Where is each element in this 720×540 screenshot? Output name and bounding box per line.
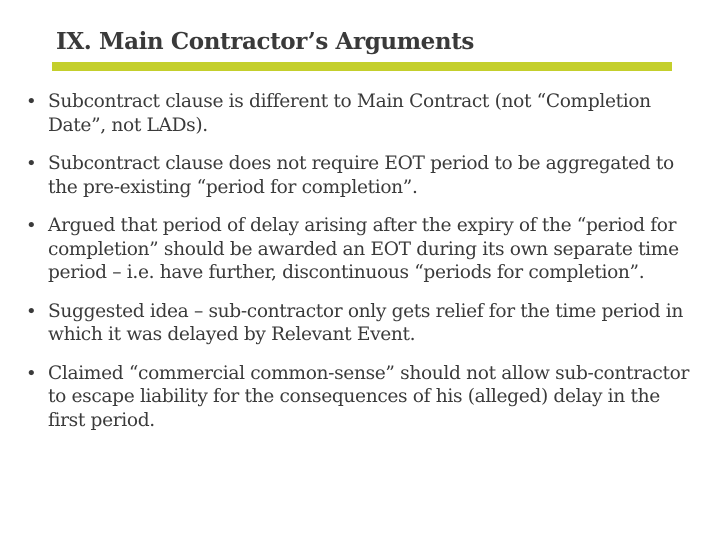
bullet-text: Suggested idea – sub-contractor only gets relief for the time period in which it was delayed by Relevant Event.	[48, 300, 683, 345]
bullet-icon: •	[26, 91, 37, 112]
slide-title: IX. Main Contractor’s Arguments	[56, 28, 474, 55]
bullet-item	[26, 90, 692, 137]
bullet-item	[26, 152, 692, 199]
bullet-text: Subcontract clause does not require EOT period to be aggregated to the pre-existing “period for completion”.	[48, 153, 674, 198]
title-accent-bar	[52, 62, 672, 71]
bullet-text: Argued that period of delay arising after the expiry of the “period for completion” should be awarded an EOT during its own separate time period – i.e. have further, discontinuous “periods for completion”.	[48, 215, 679, 283]
bullet-icon: •	[26, 300, 37, 322]
bullet-icon: •	[26, 362, 37, 384]
bullet-icon: •	[26, 215, 37, 236]
bullet-text: Subcontract clause is different to Main Contract (not “Completion Date”, not LADs).	[48, 91, 651, 136]
bullet-icon: •	[26, 153, 37, 174]
bullet-text: Claimed “commercial common-sense” should not allow sub-contractor to escape liability for the consequences of his (alleged) delay in the first period.	[48, 362, 689, 431]
bullet-item	[26, 300, 692, 347]
bullet-item	[26, 214, 692, 285]
bullet-list	[26, 90, 692, 447]
bullet-item	[26, 362, 692, 433]
